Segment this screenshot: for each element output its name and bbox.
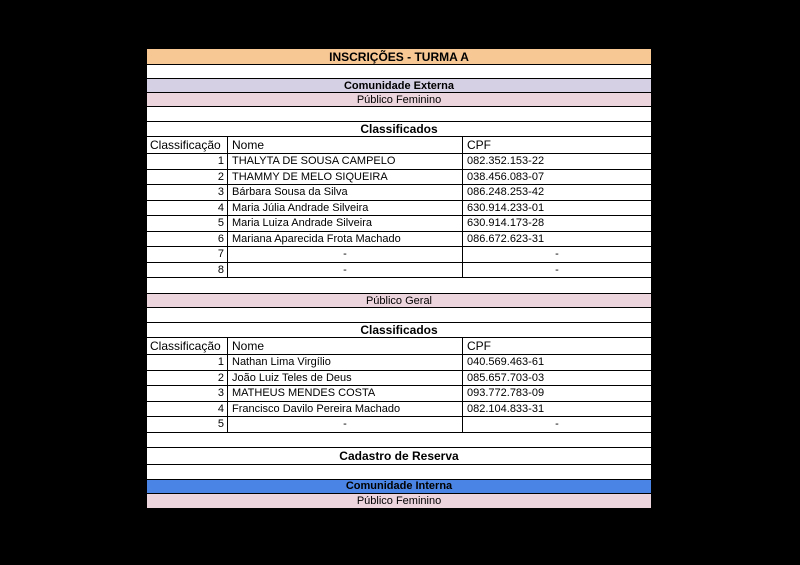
classification-cell: 5 — [217, 217, 224, 230]
table-row — [147, 201, 651, 217]
section-comunidade-externa — [147, 79, 651, 93]
table-header-row — [147, 137, 651, 154]
classification-cell: 4 — [217, 402, 224, 415]
table-row — [147, 170, 651, 186]
classification-cell: 2 — [217, 170, 224, 183]
name-cell: Nathan Lima Virgílio — [227, 355, 462, 370]
cpf-cell: 082.352.153-22 — [462, 154, 651, 169]
header-cpf: CPF — [462, 338, 651, 354]
cpf-cell: - — [462, 417, 651, 432]
section-label: Público Geral — [365, 294, 433, 307]
classification-cell: 3 — [217, 387, 224, 400]
name-cell: THALYTA DE SOUSA CAMPELO — [227, 154, 462, 169]
table-row — [147, 216, 651, 232]
header-nome: Nome — [227, 137, 462, 153]
page-title: INSCRIÇÕES - TURMA A — [329, 49, 469, 64]
header-classificacao: Classificação — [150, 339, 221, 353]
spacer-row — [147, 65, 651, 79]
classification-cell: 5 — [217, 418, 224, 431]
name-cell: Maria Júlia Andrade Silveira — [227, 201, 462, 216]
spacer-row — [147, 433, 651, 448]
name-cell: Mariana Aparecida Frota Machado — [227, 232, 462, 247]
table-row — [147, 263, 651, 279]
classification-cell: 3 — [217, 186, 224, 199]
name-cell: - — [227, 263, 462, 278]
classification-cell: 4 — [217, 201, 224, 214]
section-classificados-geral — [147, 323, 651, 338]
spacer-row — [147, 465, 651, 480]
classification-cell: 6 — [217, 232, 224, 245]
table-row — [147, 402, 651, 418]
section-label: Público Feminino — [356, 93, 442, 106]
section-label: Classificados — [360, 122, 438, 136]
spacer-row — [147, 278, 651, 294]
header-classificacao: Classificação — [150, 138, 221, 152]
cpf-cell: 630.914.233-01 — [462, 201, 651, 216]
cpf-cell: 086.248.253-42 — [462, 185, 651, 200]
cpf-cell: 038.456.083-07 — [462, 170, 651, 185]
classification-cell: 2 — [217, 371, 224, 384]
section-publico-geral — [147, 294, 651, 308]
cpf-cell: 093.772.783-09 — [462, 386, 651, 401]
table-row — [147, 247, 651, 263]
table-row — [147, 185, 651, 201]
cpf-cell: 086.672.623-31 — [462, 232, 651, 247]
section-label: Comunidade Externa — [343, 79, 455, 92]
table-header-row — [147, 338, 651, 355]
table-row — [147, 154, 651, 170]
table-row — [147, 386, 651, 402]
section-classificados-feminino — [147, 122, 651, 137]
table-row — [147, 232, 651, 248]
cpf-cell: 630.914.173-28 — [462, 216, 651, 231]
name-cell: - — [227, 247, 462, 262]
section-cadastro-de-reserva — [147, 448, 651, 465]
name-cell: THAMMY DE MELO SIQUEIRA — [227, 170, 462, 185]
cpf-cell: 082.104.833-31 — [462, 402, 651, 417]
name-cell: MATHEUS MENDES COSTA — [227, 386, 462, 401]
table-row — [147, 355, 651, 371]
spacer-row — [147, 107, 651, 122]
table-row — [147, 417, 651, 433]
classification-cell: 8 — [217, 263, 224, 276]
cpf-cell: 040.569.463-61 — [462, 355, 651, 370]
header-cpf: CPF — [462, 137, 651, 153]
header-nome: Nome — [227, 338, 462, 354]
classification-cell: 7 — [217, 248, 224, 261]
section-comunidade-interna — [147, 480, 651, 494]
spacer-row — [147, 308, 651, 323]
section-publico-feminino — [147, 93, 651, 107]
section-label: Classificados — [360, 323, 438, 337]
name-cell: Francisco Davilo Pereira Machado — [227, 402, 462, 417]
section-label: Comunidade Interna — [345, 480, 453, 492]
classification-cell: 1 — [217, 356, 224, 369]
table-row — [147, 371, 651, 387]
title-row — [147, 49, 651, 65]
name-cell: - — [227, 417, 462, 432]
name-cell: Bárbara Sousa da Silva — [227, 185, 462, 200]
classification-cell: 1 — [217, 155, 224, 168]
spreadsheet-table — [145, 47, 653, 510]
name-cell: João Luiz Teles de Deus — [227, 371, 462, 386]
cpf-cell: - — [462, 247, 651, 262]
section-label: Público Feminino — [356, 494, 442, 507]
section-label: Cadastro de Reserva — [339, 448, 459, 463]
name-cell: Maria Luiza Andrade Silveira — [227, 216, 462, 231]
cpf-cell: 085.657.703-03 — [462, 371, 651, 386]
cpf-cell: - — [462, 263, 651, 278]
section-publico-feminino-interna — [147, 494, 651, 508]
